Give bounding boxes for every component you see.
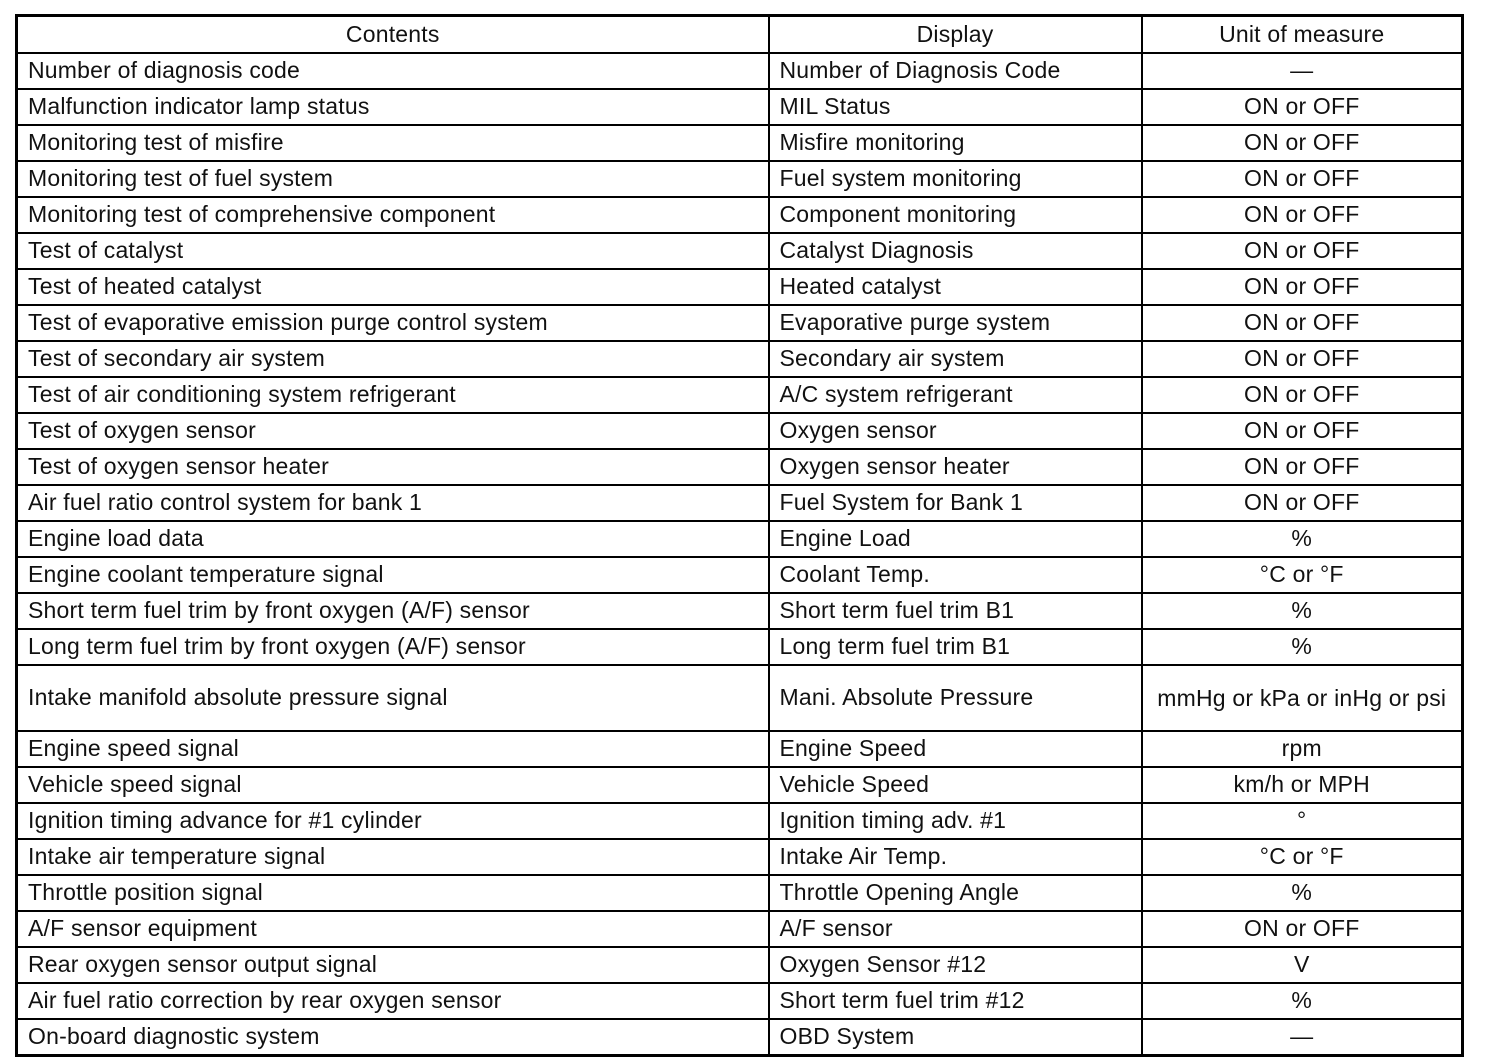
cell-unit-of-measure: — <box>1142 1019 1463 1056</box>
table-row <box>17 557 1463 593</box>
table-row <box>17 197 1463 233</box>
cell-display: A/C system refrigerant <box>769 377 1142 413</box>
header-contents: Contents <box>17 16 769 54</box>
table-row <box>17 521 1463 557</box>
cell-contents: A/F sensor equipment <box>17 911 769 947</box>
table-row <box>17 449 1463 485</box>
cell-display: Short term fuel trim B1 <box>769 593 1142 629</box>
cell-display: A/F sensor <box>769 911 1142 947</box>
diagnosis-data-table <box>15 14 1464 1057</box>
cell-unit-of-measure: — <box>1142 53 1463 89</box>
cell-contents: On-board diagnostic system <box>17 1019 769 1056</box>
cell-contents: Engine speed signal <box>17 731 769 767</box>
table-header-row <box>17 16 1463 54</box>
header-unit-of-measure: Unit of measure <box>1142 16 1463 54</box>
table-row <box>17 629 1463 665</box>
cell-contents: Intake manifold absolute pressure signal <box>17 665 769 731</box>
cell-unit-of-measure: ON or OFF <box>1142 125 1463 161</box>
cell-contents: Test of air conditioning system refrigerant <box>17 377 769 413</box>
diagnosis-data-table-wrapper <box>15 14 1461 1057</box>
cell-unit-of-measure: ON or OFF <box>1142 269 1463 305</box>
table-row <box>17 269 1463 305</box>
cell-unit-of-measure: V <box>1142 947 1463 983</box>
cell-display: Ignition timing adv. #1 <box>769 803 1142 839</box>
cell-contents: Short term fuel trim by front oxygen (A/F) sensor <box>17 593 769 629</box>
cell-unit-of-measure: °C or °F <box>1142 557 1463 593</box>
cell-contents: Engine load data <box>17 521 769 557</box>
cell-unit-of-measure: ON or OFF <box>1142 89 1463 125</box>
cell-contents: Number of diagnosis code <box>17 53 769 89</box>
table-row <box>17 665 1463 731</box>
table-row <box>17 1019 1463 1056</box>
cell-contents: Test of secondary air system <box>17 341 769 377</box>
cell-contents: Ignition timing advance for #1 cylinder <box>17 803 769 839</box>
cell-contents: Test of evaporative emission purge control system <box>17 305 769 341</box>
table-row <box>17 485 1463 521</box>
cell-display: OBD System <box>769 1019 1142 1056</box>
cell-display: Oxygen sensor <box>769 413 1142 449</box>
header-display: Display <box>769 16 1142 54</box>
cell-unit-of-measure: % <box>1142 593 1463 629</box>
cell-unit-of-measure: % <box>1142 521 1463 557</box>
table-row <box>17 767 1463 803</box>
cell-contents: Throttle position signal <box>17 875 769 911</box>
table-row <box>17 377 1463 413</box>
table-row <box>17 161 1463 197</box>
cell-contents: Air fuel ratio correction by rear oxygen sensor <box>17 983 769 1019</box>
cell-display: Fuel System for Bank 1 <box>769 485 1142 521</box>
cell-display: Engine Load <box>769 521 1142 557</box>
cell-unit-of-measure: ON or OFF <box>1142 377 1463 413</box>
table-row <box>17 947 1463 983</box>
cell-display: Engine Speed <box>769 731 1142 767</box>
cell-unit-of-measure: mmHg or kPa or inHg or psi <box>1142 665 1463 731</box>
cell-unit-of-measure: ON or OFF <box>1142 233 1463 269</box>
table-row <box>17 413 1463 449</box>
cell-contents: Test of catalyst <box>17 233 769 269</box>
table-row <box>17 53 1463 89</box>
cell-unit-of-measure: % <box>1142 629 1463 665</box>
table-row <box>17 341 1463 377</box>
cell-display: MIL Status <box>769 89 1142 125</box>
table-row <box>17 125 1463 161</box>
cell-contents: Vehicle speed signal <box>17 767 769 803</box>
table-row <box>17 731 1463 767</box>
table-row <box>17 593 1463 629</box>
cell-contents: Air fuel ratio control system for bank 1 <box>17 485 769 521</box>
cell-display: Mani. Absolute Pressure <box>769 665 1142 731</box>
table-row <box>17 305 1463 341</box>
cell-display: Short term fuel trim #12 <box>769 983 1142 1019</box>
cell-display: Oxygen sensor heater <box>769 449 1142 485</box>
cell-unit-of-measure: ON or OFF <box>1142 197 1463 233</box>
cell-display: Vehicle Speed <box>769 767 1142 803</box>
cell-display: Intake Air Temp. <box>769 839 1142 875</box>
cell-display: Fuel system monitoring <box>769 161 1142 197</box>
cell-contents: Test of heated catalyst <box>17 269 769 305</box>
cell-unit-of-measure: % <box>1142 875 1463 911</box>
cell-display: Number of Diagnosis Code <box>769 53 1142 89</box>
cell-contents: Monitoring test of misfire <box>17 125 769 161</box>
cell-contents: Monitoring test of fuel system <box>17 161 769 197</box>
cell-unit-of-measure: km/h or MPH <box>1142 767 1463 803</box>
cell-unit-of-measure: ON or OFF <box>1142 911 1463 947</box>
cell-unit-of-measure: °C or °F <box>1142 839 1463 875</box>
cell-contents: Rear oxygen sensor output signal <box>17 947 769 983</box>
cell-display: Long term fuel trim B1 <box>769 629 1142 665</box>
cell-unit-of-measure: ON or OFF <box>1142 449 1463 485</box>
cell-contents: Engine coolant temperature signal <box>17 557 769 593</box>
table-row <box>17 89 1463 125</box>
cell-unit-of-measure: ON or OFF <box>1142 161 1463 197</box>
cell-display: Catalyst Diagnosis <box>769 233 1142 269</box>
cell-display: Heated catalyst <box>769 269 1142 305</box>
table-body <box>17 53 1463 1056</box>
cell-contents: Long term fuel trim by front oxygen (A/F) sensor <box>17 629 769 665</box>
cell-display: Secondary air system <box>769 341 1142 377</box>
cell-display: Evaporative purge system <box>769 305 1142 341</box>
cell-unit-of-measure: % <box>1142 983 1463 1019</box>
cell-unit-of-measure: ° <box>1142 803 1463 839</box>
cell-display: Oxygen Sensor #12 <box>769 947 1142 983</box>
cell-contents: Malfunction indicator lamp status <box>17 89 769 125</box>
cell-contents: Monitoring test of comprehensive component <box>17 197 769 233</box>
cell-contents: Test of oxygen sensor <box>17 413 769 449</box>
table-row <box>17 983 1463 1019</box>
cell-display: Throttle Opening Angle <box>769 875 1142 911</box>
table-row <box>17 911 1463 947</box>
cell-display: Component monitoring <box>769 197 1142 233</box>
cell-display: Coolant Temp. <box>769 557 1142 593</box>
cell-unit-of-measure: rpm <box>1142 731 1463 767</box>
table-row <box>17 875 1463 911</box>
table-row <box>17 839 1463 875</box>
cell-unit-of-measure: ON or OFF <box>1142 341 1463 377</box>
cell-contents: Test of oxygen sensor heater <box>17 449 769 485</box>
table-row <box>17 803 1463 839</box>
cell-display: Misfire monitoring <box>769 125 1142 161</box>
cell-unit-of-measure: ON or OFF <box>1142 485 1463 521</box>
cell-contents: Intake air temperature signal <box>17 839 769 875</box>
cell-unit-of-measure: ON or OFF <box>1142 413 1463 449</box>
cell-unit-of-measure: ON or OFF <box>1142 305 1463 341</box>
table-row <box>17 233 1463 269</box>
